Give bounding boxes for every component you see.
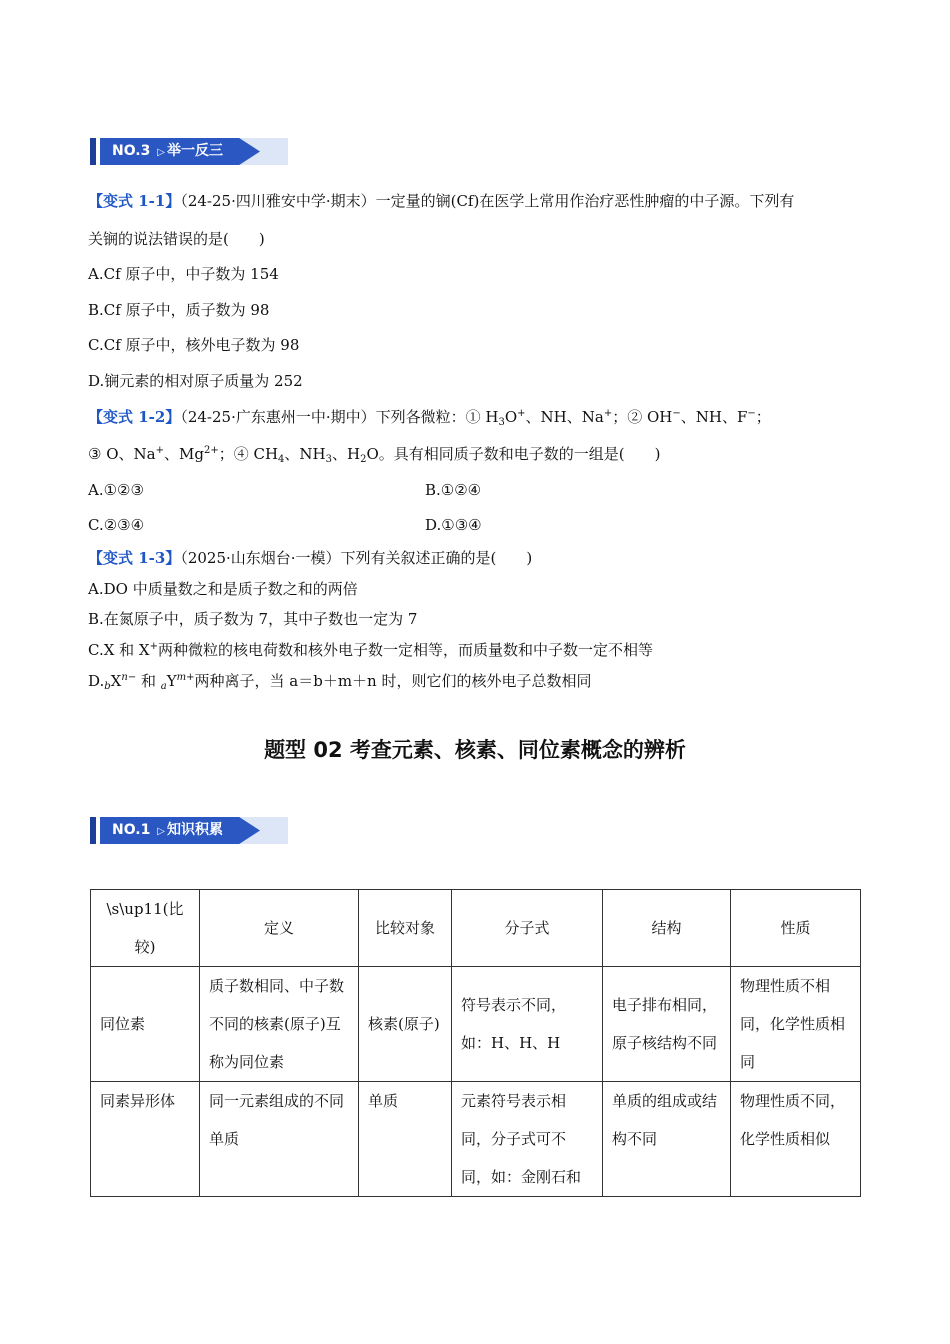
section-banner-no3 [90, 138, 288, 165]
table-cell: 质子数相同、中子数不同的核素(原子)互称为同位素 [200, 967, 359, 1082]
table-cell: 同位素 [91, 967, 200, 1082]
option-b: B.在氮原子中，质子数为 7，其中子数也一定为 7 [88, 610, 418, 628]
option-a: A.①②③ [88, 481, 144, 499]
header-cell: 结构 [603, 890, 731, 967]
header-cell: 分子式 [452, 890, 603, 967]
banner-text [112, 138, 223, 166]
section-heading: 题型 02 考查元素、核素、同位素概念的辨析 [264, 738, 686, 762]
play-icon: ▷ [157, 826, 165, 837]
question-text: （24-25·四川雅安中学·期末）一定量的锎(Cf)在医学上常用作治疗恶性肿瘤的中子源。下列有 [180, 192, 795, 210]
option-a: A.Cf 原子中，中子数为 154 [88, 265, 279, 283]
option-c: C.X 和 X+两种微粒的核电荷数和核外电子数一定相等，而质量数和中子数一定不相等 [88, 641, 654, 659]
banner-title: 举一反三 [166, 143, 223, 159]
question-1-3-stem [88, 548, 532, 568]
option-c: C.②③④ [88, 516, 145, 534]
question-text: （24-25·广东惠州一中·期中）下列各微粒：① H [180, 408, 499, 426]
comparison-table [90, 889, 861, 1197]
header-cell: \s\up11(比较) [91, 890, 200, 967]
question-1-1-stem-cont: 关锎的说法错误的是( ) [88, 230, 265, 248]
option-c: C.Cf 原子中，核外电子数为 98 [88, 336, 300, 354]
option-a: A.DO 中质量数之和是质子数之和的两倍 [88, 580, 358, 598]
question-1-2-stem-cont: ③ O、Na+、$Mg^{2+}$；④ $CH_4$、$NH_3$、$H_2O$。具有相同质子数和电子数的一组是( ) [88, 445, 661, 465]
table-cell: 物理性质不相同，化学性质相同 [731, 967, 861, 1082]
question-1-1-stem [88, 191, 794, 211]
banner-text [112, 817, 223, 845]
table-header-row [91, 890, 861, 967]
table-cell: 同素异形体 [91, 1082, 200, 1197]
question-1-2-stem: 【变式 1-2】（24-25·广东惠州一中·期中）下列各微粒：① $H_3O^+$、NH、Na+；② OH−、NH、F−； [88, 408, 771, 428]
table-cell: 同一元素组成的不同单质 [200, 1082, 359, 1197]
option-d: $D._bX^{n-}$ 和 $_aY^{m+}$两种离子，当 a＝b＋m＋n 时，则它们的核外电子总数相同 [88, 672, 592, 692]
question-tag: 【变式 1-2】 [88, 408, 181, 426]
header-cell: 定义 [200, 890, 359, 967]
table-cell: 电子排布相同，原子核结构不同 [603, 967, 731, 1082]
banner-title: 知识积累 [166, 822, 223, 838]
play-icon: ▷ [157, 147, 165, 158]
section-banner-no1 [90, 817, 288, 844]
table-row [91, 1082, 861, 1197]
option-d: D.锎元素的相对原子质量为 252 [88, 372, 303, 390]
table-cell: 核素(原子) [359, 967, 452, 1082]
question-tag: 【变式 1-3】 [88, 549, 181, 567]
banner-bar [90, 817, 96, 844]
option-b: B.①②④ [425, 481, 482, 499]
option-b: B.Cf 原子中，质子数为 98 [88, 301, 270, 319]
header-cell: 性质 [731, 890, 861, 967]
banner-bar [90, 138, 96, 165]
table-cell: 物理性质不同，化学性质相似 [731, 1082, 861, 1197]
question-text-tail: 。具有相同质子数和电子数的一组是( ) [378, 445, 661, 463]
question-text: （2025·山东烟台·一模）下列有关叙述正确的是( ) [180, 549, 533, 567]
table-cell: 符号表示不同，如：H、H、H [452, 967, 603, 1082]
table-cell: 单质 [359, 1082, 452, 1197]
table-row [91, 967, 861, 1082]
table-cell: 单质的组成或结构不同 [603, 1082, 731, 1197]
banner-number: NO.3 [112, 143, 151, 159]
banner-number: NO.1 [112, 822, 151, 838]
option-d: D.①③④ [425, 516, 482, 534]
table-cell: 元素符号表示相同，分子式可不同，如：金刚石和 [452, 1082, 603, 1197]
question-tag: 【变式 1-1】 [88, 192, 181, 210]
header-cell: 比较对象 [359, 890, 452, 967]
